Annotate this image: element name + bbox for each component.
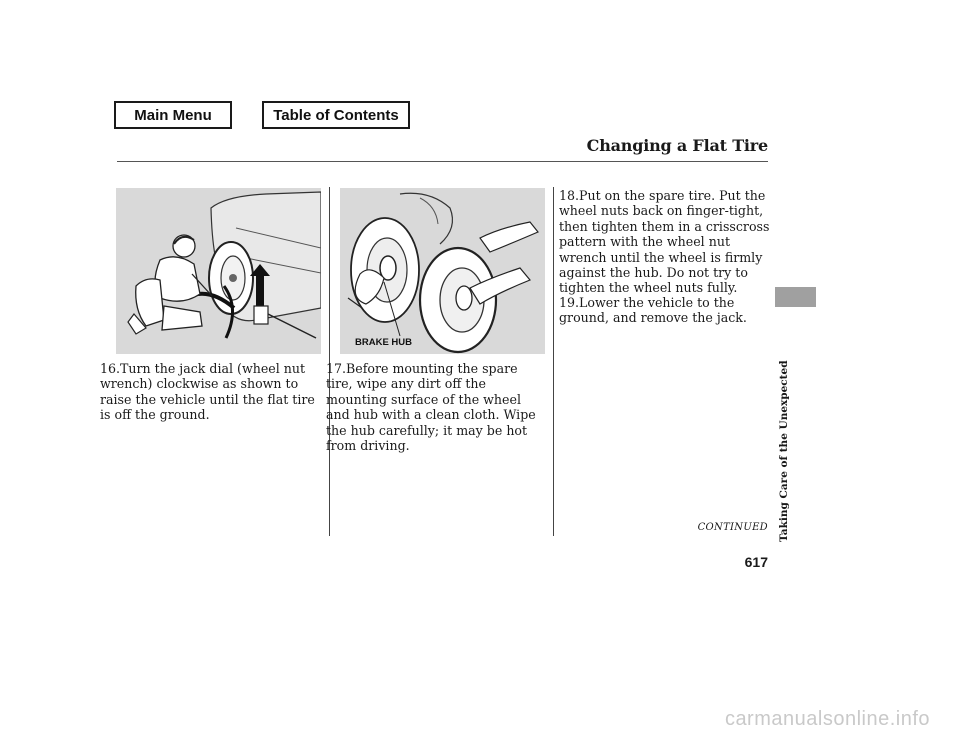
brake-hub-drawing (340, 188, 545, 354)
chapter-side-title: Taking Care of the Unexpected (778, 360, 790, 542)
step-17 (326, 361, 546, 453)
brake-hub-label: BRAKE HUB (355, 337, 412, 348)
chapter-tab-marker (775, 287, 816, 307)
step-number: 19. (559, 295, 580, 310)
step-text: Turn the jack dial (wheel nut wrench) clockwise as shown to raise the vehicle until the flat tire is off the ground. (100, 361, 315, 423)
step-19 (559, 295, 774, 326)
table-of-contents-button[interactable]: Table of Contents (262, 101, 410, 129)
continued-label: CONTINUED (697, 522, 768, 533)
step-number: 16. (100, 361, 121, 376)
brake-hub-illustration (340, 188, 545, 354)
section-title: Changing a Flat Tire (586, 136, 768, 155)
step-number: 18. (559, 188, 580, 203)
step-number: 17. (326, 361, 347, 376)
jack-drawing (116, 188, 321, 354)
watermark: carmanualsonline.info (724, 708, 930, 730)
jack-illustration (116, 188, 321, 354)
step-16 (100, 361, 320, 423)
header-rule (117, 161, 768, 162)
step-text: Put on the spare tire. Put the wheel nuts back on finger-tight, then tighten them in a crisscross pattern with the wheel nut wrench until the wheel is firmly against the hub. Do not try to tighten the wheel nuts fully. (559, 188, 770, 296)
column-divider-right (553, 187, 554, 536)
step-18 (559, 188, 774, 296)
page-number: 617 (744, 554, 768, 570)
main-menu-button[interactable]: Main Menu (114, 101, 232, 129)
step-text: Lower the vehicle to the ground, and remove the jack. (559, 295, 747, 326)
step-text: Before mounting the spare tire, wipe any dirt off the mounting surface of the wheel and hub with a clean cloth. Wipe the hub carefully; it may be hot from driving. (326, 361, 536, 454)
